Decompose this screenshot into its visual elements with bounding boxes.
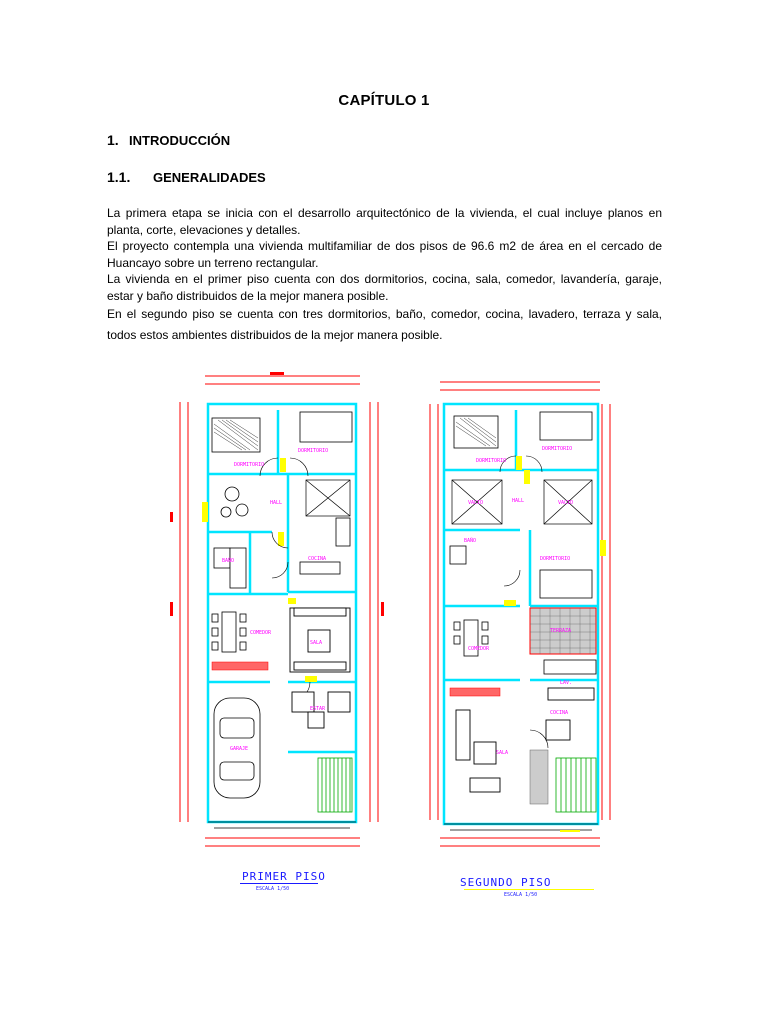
room-label: HALL [270, 500, 283, 506]
intro-body [107, 205, 662, 346]
second-floor-drawing [420, 370, 620, 870]
subsection-title: GENERALIDADES [153, 170, 266, 185]
chapter-title: CAPÍTULO 1 [338, 92, 430, 109]
room-label: DORMITORIO [540, 556, 571, 562]
room-label: DORMITORIO [476, 458, 507, 464]
section-number: 1. [107, 132, 119, 148]
room-label: BAÑO [222, 558, 235, 564]
room-label: LAV. [560, 680, 573, 686]
room-label: DORMITORIO [542, 446, 573, 452]
plan-scale: ESCALA 1/50 [256, 886, 290, 892]
plan-title: PRIMER PISO [242, 870, 326, 883]
plan-title: SEGUNDO PISO [460, 876, 552, 889]
room-label: SALA [496, 750, 509, 756]
room-label: DORMITORIO [234, 462, 265, 468]
second-floor-plan [420, 370, 620, 898]
section-title: INTRODUCCIÓN [129, 133, 231, 148]
room-label: COCINA [550, 710, 569, 716]
room-label: DORMITORIO [298, 448, 329, 454]
paragraph: En el segundo piso se cuenta con tres dormitorios, baño, comedor, cocina, lavadero, terraza y sala, todos estos ambientes distribuidos de la mejor manera posible. [107, 307, 662, 342]
room-label: COCINA [308, 556, 327, 562]
subsection-number: 1.1. [107, 169, 131, 185]
section-heading [107, 132, 230, 148]
room-label: GARAJE [230, 746, 249, 752]
room-label: COMEDOR [250, 630, 272, 636]
first-floor-plan [160, 362, 390, 892]
first-floor-drawing [160, 362, 390, 862]
room-label: BAÑO [464, 538, 477, 544]
subsection-heading [107, 169, 266, 185]
paragraph: La primera etapa se inicia con el desarrollo arquitectónico de la vivienda, el cual incluye planos en planta, corte, elevaciones y detalles. [107, 206, 662, 237]
paragraph: La vivienda en el primer piso cuenta con dos dormitorios, cocina, sala, comedor, lavandería, garaje, estar y baño distribuidos de la mejor manera posible. [107, 272, 662, 303]
title-underline [240, 883, 318, 884]
room-label: TERRAZA [550, 628, 572, 634]
paragraph: El proyecto contempla una vivienda multifamiliar de dos pisos de 96.6 m2 de área en el cercado de Huancayo sobre un terreno rectangular. [107, 239, 662, 270]
room-label: HALL [512, 498, 525, 504]
plan-scale: ESCALA 1/50 [504, 892, 538, 898]
room-label: VACIO [468, 500, 484, 506]
room-label: SALA [310, 640, 323, 646]
room-label: ESTAR [310, 706, 326, 712]
room-label: VACIO [558, 500, 574, 506]
room-label: COMEDOR [468, 646, 490, 652]
title-underline [464, 889, 594, 890]
